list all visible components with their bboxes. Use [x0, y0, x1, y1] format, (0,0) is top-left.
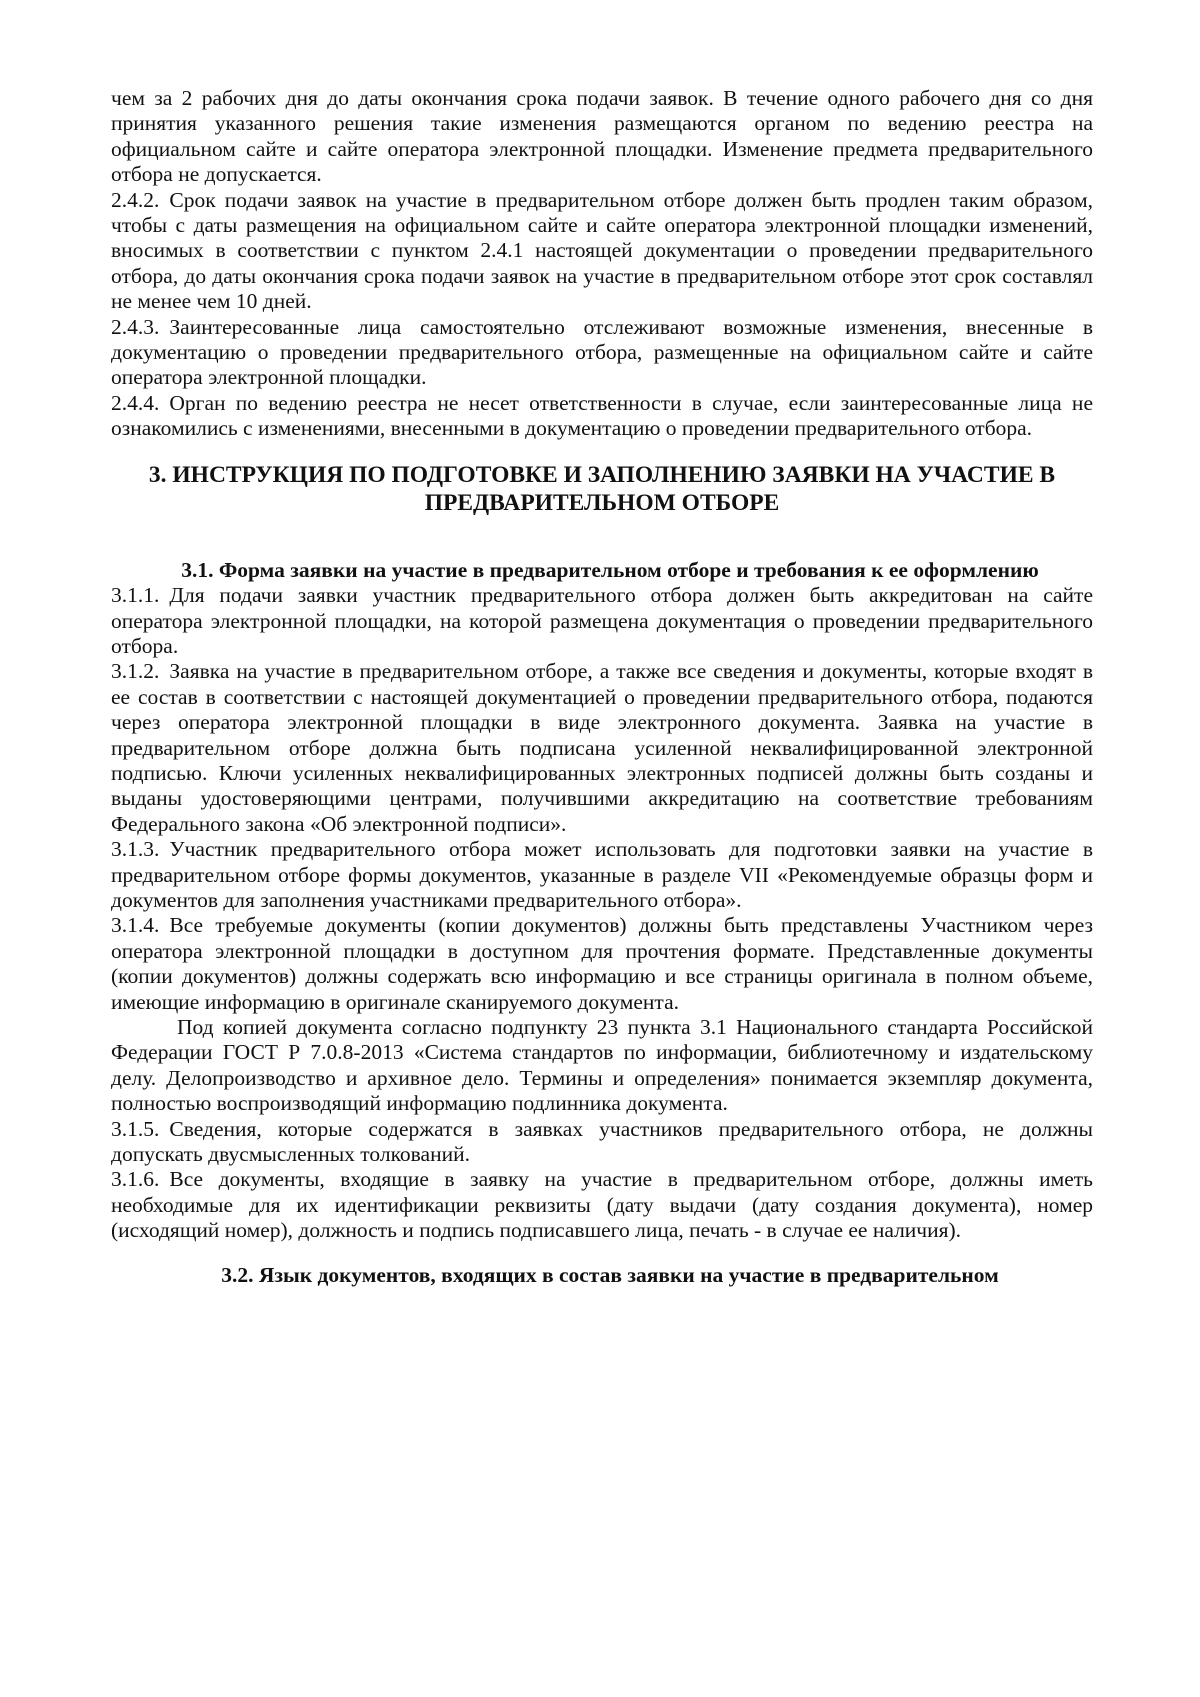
clause-number: 2.4.4. [111, 390, 160, 415]
clause-text: Все требуемые документы (копии документов) должны быть представлены Участником через оператора электронной площадки в доступном для прочтения формате. Представленные документы (копии документов) должны содержать всю информацию и все страницы оригинала в полном объеме, имеющие информацию в оригинале сканируемого документа. [111, 913, 1093, 1014]
clause-2-4-4 [111, 391, 1093, 442]
section-3-1-heading: 3.1. Форма заявки на участие в предварительном отборе и требования к ее оформлению [181, 557, 1039, 582]
clause-3-1-6 [111, 1167, 1093, 1243]
clause-2-4-2 [111, 188, 1093, 315]
clause-3-1-1 [111, 583, 1093, 659]
section-3-2-heading: 3.2. Язык документов, входящих в состав заявки на участие в предварительном [221, 1262, 999, 1287]
clause-3-1-2 [111, 659, 1093, 837]
clause-number: 2.4.2. [111, 187, 160, 212]
clause-text: Для подачи заявки участник предварительного отбора должен быть аккредитован на сайте оператора электронной площадки, на которой размещена документация о проведении предварительного отбора. [111, 583, 1093, 658]
paragraph-text: чем за 2 рабочих дня до даты окончания срока подачи заявок. В течение одного рабочего дня со дня принятия указанного решения такие изменения размещаются органом по ведению реестра на официальном сайте и сайте оператора электронной площадки. Изменение предмета предварительного отбора не допускается. [111, 86, 1093, 187]
clause-number: 3.1.2. [111, 659, 160, 684]
clause-number: 2.4.3. [111, 314, 160, 339]
clause-text: Участник предварительного отбора может использовать для подготовки заявки на участие в предварительном отборе формы документов, указанные в разделе VII «Рекомендуемые образцы форм и документов для заполнения участниками предварительного отбора». [111, 837, 1093, 912]
clause-text: Срок подачи заявок на участие в предварительном отборе должен быть продлен таким образом, чтобы с даты размещения на официальном сайте и сайте оператора электронной площадки изменений, вносимых в соответствии с пунктом 2.4.1 настоящей документации о проведении предварительного отбора, до даты окончания срока подачи заявок на участие в предварительном отборе этот срок составлял не менее чем 10 дней. [111, 187, 1093, 314]
paragraph-continuation [111, 86, 1093, 188]
clause-number: 3.1.3. [111, 837, 160, 862]
clause-text: Заинтересованные лица самостоятельно отслеживают возможные изменения, внесенные в документацию о проведении предварительного отбора, размещенные на официальном сайте и сайте оператора электронной площадки. [111, 314, 1093, 390]
clause-text: Орган по ведению реестра не несет ответственности в случае, если заинтересованные лица не ознакомились с изменениями, внесенными в документацию о проведении предварительного отбора. [111, 390, 1093, 441]
clause-number: 3.1.1. [111, 583, 160, 608]
clause-text: Заявка на участие в предварительном отборе, а также все сведения и документы, которые входят в ее состав в соответствии с настоящей документацией о проведении предварительного отбора, подаются через оператора электронной площадки в виде электронного документа. Заявка на участие в предварительном отборе должна быть подписана усиленной неквалифицированной электронной подписью. Ключи усиленных неквалифицированных электронных подписей должны быть созданы и выданы удостоверяющими центрами, получившими аккредитацию на соответствие требованиям Федерального закона «Об электронной подписи». [111, 659, 1093, 836]
paragraph-text: Под копией документа согласно подпункту 23 пункта 3.1 Национального стандарта Российской Федерации ГОСТ Р 7.0.8-2013 «Система стандартов по информации, библиотечному и издательскому делу. Делопроизводство и архивное дело. Термины и определения» понимается экземпляр документа, полностью воспроизводящий информацию подлинника документа. [111, 1015, 1093, 1116]
clause-2-4-3 [111, 315, 1093, 391]
clause-3-1-5 [111, 1117, 1093, 1168]
clause-number: 3.1.6. [111, 1167, 160, 1192]
clause-3-1-4 [111, 913, 1093, 1015]
clause-number: 3.1.5. [111, 1116, 160, 1141]
clause-3-1-3 [111, 837, 1093, 913]
copy-definition-paragraph [111, 1015, 1093, 1117]
section-3-heading: 3. ИНСТРУКЦИЯ ПО ПОДГОТОВКЕ И ЗАПОЛНЕНИЮ ЗАЯВКИ НА УЧАСТИЕ В ПРЕДВАРИТЕЛЬНОМ ОТБОРЕ [148, 461, 1056, 516]
clause-text: Сведения, которые содержатся в заявках участников предварительного отбора, не должны допускать двусмысленных толкований. [111, 1116, 1093, 1167]
clause-text: Все документы, входящие в заявку на участие в предварительном отборе, должны иметь необходимые для их идентификации реквизиты (дату выдачи (дату создания документа), номер (исходящий номер), должность и подпись подписавшего лица, печать - в случае ее наличия). [111, 1167, 1093, 1243]
clause-number: 3.1.4. [111, 913, 160, 938]
